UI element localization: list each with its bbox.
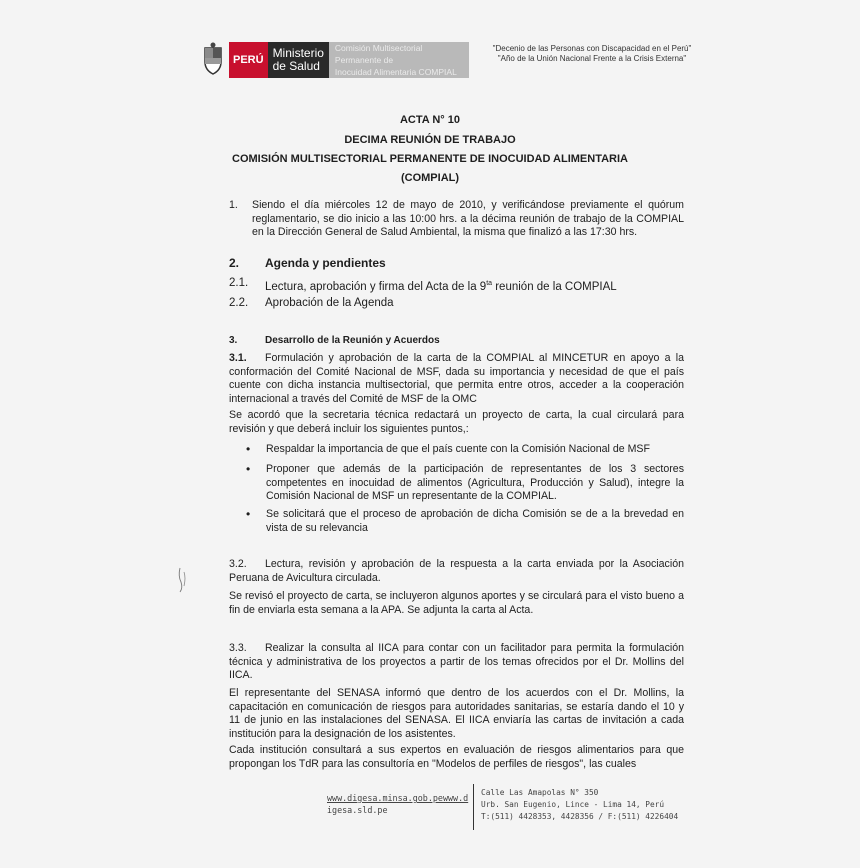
section-3-3-text xyxy=(229,642,684,683)
section-1-number: 1. xyxy=(229,199,238,211)
commission-line-1: Comisión Multisectorial Permanente de xyxy=(334,43,423,65)
coat-of-arms-icon xyxy=(201,42,225,76)
website-link-line-2[interactable]: igesa.sld.pe xyxy=(327,805,388,815)
section-3-2-number: 3.2. xyxy=(229,558,247,570)
item-2-2-number: 2.2. xyxy=(229,297,249,309)
section-3-1-number: 3.1. xyxy=(229,352,247,364)
acta-title: ACTA N° 10 xyxy=(399,114,461,126)
footer-address xyxy=(481,787,678,823)
ministry-label xyxy=(268,42,329,78)
section-2-title: Agenda y pendientes xyxy=(265,256,386,270)
ministry-logo xyxy=(201,42,469,78)
section-3-1-text xyxy=(229,352,684,406)
section-3-3-number: 3.3. xyxy=(229,642,247,654)
section-3-1-body: Formulación y aprobación de la carta de la COMPIAL al MINCETUR en apoyo a la conformación del Comité Nacional de MSF, dada su importancia y necesidad de que el país cuente con dicha instancia multisectorial, que permita entre otros, acceder a la cooperación internacional a través del Comité de MSF de la OMC xyxy=(229,352,684,405)
acronym-title: (COMPIAL) xyxy=(400,172,460,184)
item-2-1-pre: Lectura, aprobación y firma del Acta de la 9 xyxy=(265,280,487,293)
section-3-3-body: Realizar la consulta al IICA para contar con un facilitador para permita la formulación técnica y administrativa de los proyectos a partir de los temas ofrecidos por el Dr. Mollins del IICA. xyxy=(229,642,684,681)
section-2-number: 2. xyxy=(229,256,240,270)
motto-line-1: "Decenio de las Personas con Discapacidad en el Perú" xyxy=(492,44,692,53)
section-3-2-result: Se revisó el proyecto de carta, se incluyeron algunos aportes y se circulará para el visto bueno a fin de enviarla esta semana a la APA. Se adjunta la carta al Acta. xyxy=(229,590,684,616)
commission-label xyxy=(329,42,469,78)
meeting-title: DECIMA REUNIÓN DE TRABAJO xyxy=(344,134,516,146)
commission-title: COMISIÓN MULTISECTORIAL PERMANENTE DE INOCUIDAD ALIMENTARIA xyxy=(232,153,628,165)
ministry-line-1: Ministerio xyxy=(272,46,324,60)
section-3-2-body: Lectura, revisión y aprobación de la respuesta a la carta enviada por la Asociación Peruana de Avicultura circulada. xyxy=(229,558,684,584)
address-line-2: Urb. San Eugenio, Lince - Lima 14, Perú xyxy=(481,800,665,809)
address-line-3: T:(511) 4428353, 4428356 / F:(511) 4226404 xyxy=(481,812,679,821)
bullet-3-text: Se solicitará que el proceso de aprobación de dicha Comisión se de a la brevedad en vista de su relevancia xyxy=(266,508,684,534)
decade-motto xyxy=(472,44,712,64)
address-line-1: Calle Las Amapolas N° 350 xyxy=(481,788,599,797)
item-2-1-number: 2.1. xyxy=(229,277,249,289)
bullet-1-text: Respaldar la importancia de que el país cuente con la Comisión Nacional de MSF xyxy=(266,443,650,455)
section-1-text: Siendo el día miércoles 12 de mayo de 2010, y verificándose previamente el quórum reglamentario, se dio inicio a las 10:00 hrs. a la décima reunión de trabajo de la COMPIAL en la Dirección General de Salud Ambiental, la misma que finalizó a las 17:30 hrs. xyxy=(252,199,684,238)
section-3-3-result-2: Cada institución consultará a sus expertos en evaluación de riesgos alimentarios para que propongan los TdR para las consultoría en "Modelos de perfiles de riesgos", las cuales xyxy=(229,744,684,770)
motto-line-2: "Año de la Unión Nacional Frente a la Crisis Externa" xyxy=(497,54,687,63)
footer-website xyxy=(327,792,468,816)
item-2-1-text xyxy=(265,277,617,294)
section-3-1-agreement: Se acordó que la secretaria técnica redactará un proyecto de carta, la cual circulará para revisión y que deberá incluir los siguientes puntos,: xyxy=(229,409,684,435)
section-3-3-result-1: El representante del SENASA informó que dentro de los acuerdos con el Dr. Mollins, la capacitación en comunicación de riesgos para autoridades sanitarias, se estaría dando el 10 y 11 de junio en las instalaciones del SENASA. El IICA enviaría las cartas de invitación a cada institución para la designación de los asistentes. xyxy=(229,687,684,740)
bullet-icon: • xyxy=(246,442,251,456)
website-link-line-1[interactable]: www.digesa.minsa.gob.pewww.d xyxy=(327,793,469,803)
ministry-line-2: de Salud xyxy=(272,59,320,73)
handwritten-mark-icon xyxy=(176,566,190,594)
item-2-1-sup: ta xyxy=(486,280,493,287)
commission-line-2: Inocuidad Alimentaria COMPIAL xyxy=(334,67,457,77)
section-3-2-text xyxy=(229,558,684,585)
bullet-icon: • xyxy=(246,507,251,521)
section-3-number: 3. xyxy=(229,335,238,346)
peru-label: PERÚ xyxy=(229,42,268,78)
section-3-title: Desarrollo de la Reunión y Acuerdos xyxy=(265,335,440,346)
bullet-icon: • xyxy=(246,462,251,476)
bullet-2-text: Proponer que además de la participación de representantes de los 3 sectores competentes en inocuidad de alimentos (Agricultura, Producción y Salud), integre la Comisión Nacional de MSF un representante de la COMPIAL. xyxy=(266,463,684,502)
footer-divider xyxy=(473,784,474,830)
item-2-1-post: reunión de la COMPIAL xyxy=(492,280,617,293)
item-2-2-text: Aprobación de la Agenda xyxy=(265,297,394,309)
